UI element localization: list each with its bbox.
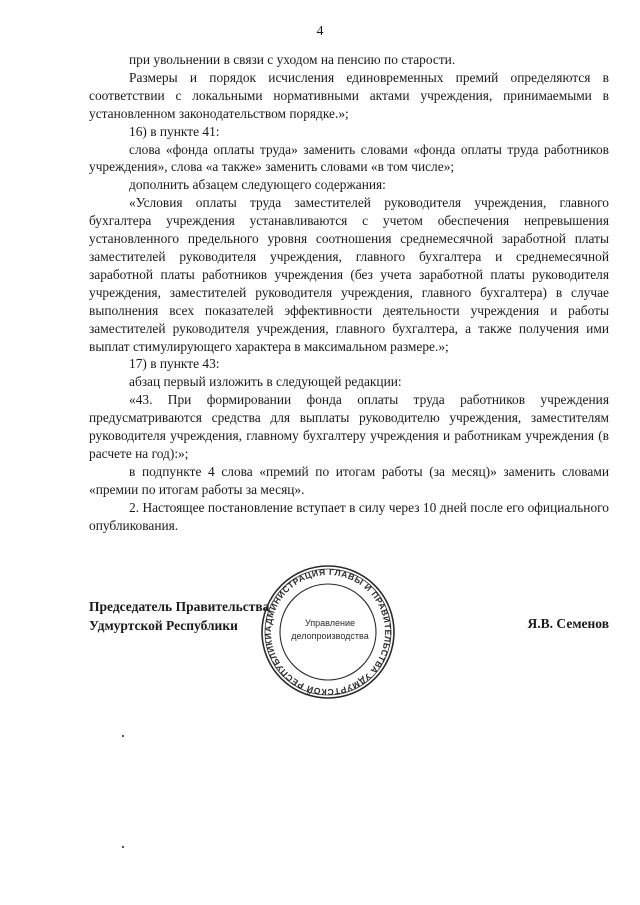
page-number: 4 (316, 24, 324, 39)
paragraph: при увольнении в связи с уходом на пенсию по старости. (129, 52, 456, 67)
paragraph: абзац первый изложить в следующей редакции: (129, 374, 402, 390)
paragraph: 2. Настоящее постановление вступает в силу через 10 дней после его официального опубликования. (89, 499, 609, 533)
paragraph: дополнить абзацем следующего содержания: (129, 177, 386, 193)
signer-title-line-2: Удмуртской Республики (89, 618, 238, 633)
seal-outer-text-path: АДМИНИСТРАЦИЯ ГЛАВЫ И ПРАВИТЕЛЬСТВА УДМУРТСКОЙ РЕСПУБЛИКИ (262, 566, 394, 698)
paragraph: в подпункте 4 слова «премий по итогам работы (за месяц)» заменить словами «премии по итогам работы за месяц». (89, 463, 609, 497)
scan-speck (122, 846, 124, 848)
signer-name: Я.В. Семенов (527, 616, 609, 631)
signer-title-line-1: Председатель Правительства (89, 599, 270, 614)
signer-title (89, 597, 269, 635)
paragraph: Размеры и порядок исчисления единовременных премий определяются в соответствии с локальными нормативными актами учреждения, принимаемыми в установленном законодательством порядке.»; (89, 69, 609, 121)
paragraph: «43. При формировании фонда оплаты труда работников учреждения предусматриваются средства для выплаты руководителю учреждения, заместителям руководителя учреждения, главному бухгалтеру учреждения и работникам учреждения (в расчете на год):»; (89, 392, 609, 461)
scan-speck (122, 735, 124, 737)
document-body (89, 51, 609, 534)
paragraph: «Условия оплаты труда заместителей руководителя учреждения, главного бухгалтера учреждения устанавливаются с учетом обеспечения непревышения установленного предельного уровня соотношения среднемесячной заработной платы заместителей руководителя учреждения, главного бухгалтера и среднемесячной заработной платы работников учреждения (без учета заработной платы руководителя учреждения, заместителей руководителя учреждения, главного бухгалтера) в случае выполнения всех показателей эффективности деятельности учреждения и работы заместителей руководителя учреждения, главного бухгалтера, а также получения ими выплат стимулирующего характера в максимальном размере.»; (89, 195, 609, 354)
paragraph: 16) в пункте 41: (129, 123, 220, 139)
paragraph: слова «фонда оплаты труда» заменить словами «фонда оплаты труда работников учреждения», слова «а также» заменить словами «в том числе»; (89, 141, 609, 175)
seal-inner-line-2: делопроизводства (291, 631, 369, 641)
paragraph: 17) в пункте 43: (129, 356, 220, 372)
seal-inner-line-1: Управление (304, 618, 356, 628)
official-seal (258, 562, 398, 702)
